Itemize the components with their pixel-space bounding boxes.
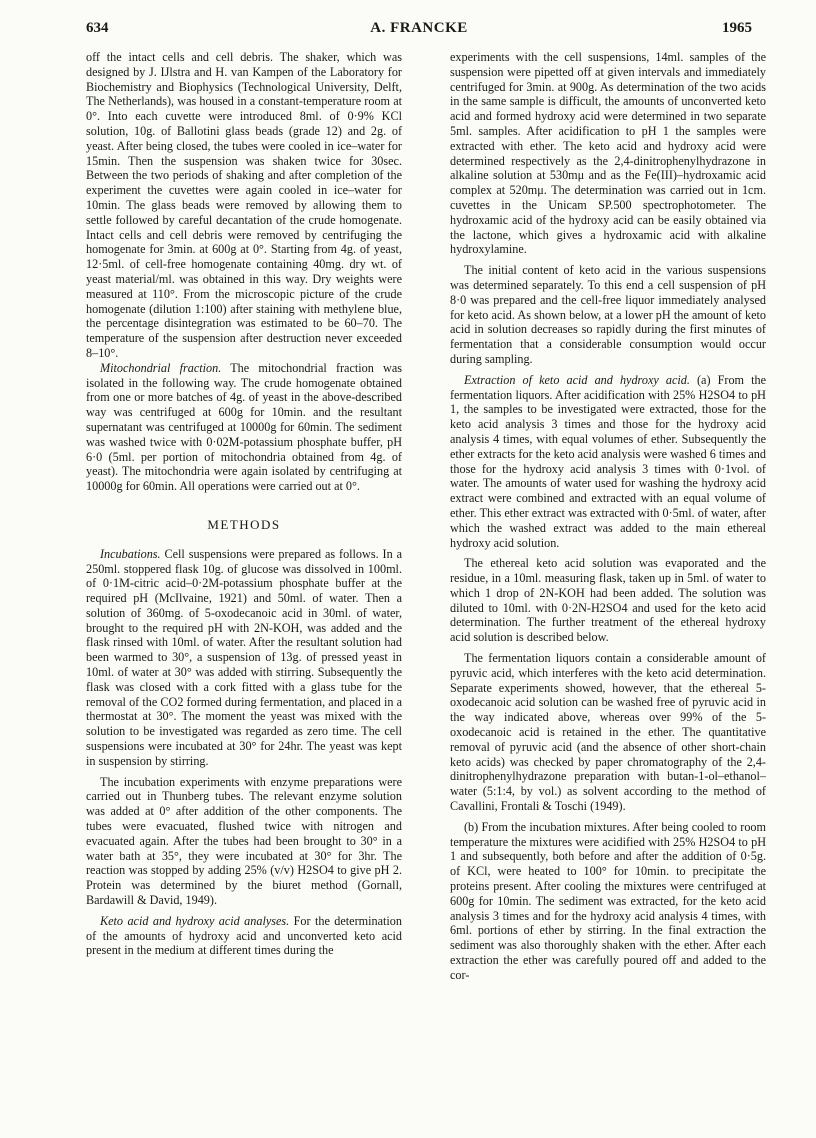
right-column bbox=[450, 50, 766, 983]
analyses-text: For the determination of the amounts of hydroxy acid and unconverted keto acid present in the medium at different times during the bbox=[86, 913, 402, 958]
paragraph-pyruvic: The fermentation liquors contain a considerable amount of pyruvic acid, which interferes with the keto acid determination. Separate experiments showed, however, that the ethereal 5-oxodecanoic acid solution can be washed free of pyruvic acid in the way indicated above, whereas over 99% of the 5-oxodecanoic acid is retained in the ether. The quantitative removal of pyruvic acid (and the absence of other short-chain keto acids) was checked by paper chromatography of the 2,4-dinitrophenylhydrazone preparation with butan-1-ol–ethanol–water (5:1:4, by vol.) as solvent according to the method of Cavallini, Frontali & Toschi (1949). bbox=[450, 651, 766, 814]
paragraph-incubations bbox=[86, 547, 402, 769]
extraction-text: (a) From the fermentation liquors. After acidification with 25% H2SO4 to pH 1, the samples to be investigated were extracted, those for the keto acid analysis 3 times and those for the hydroxy acid analysis 4 times, with equal volumes of ether. Subsequently the ether extracts for the keto acid analysis were washed 6 times and those for the hydroxy acid analysis 3 times with 0·1vol. of water. The amounts of water used for washing the hydroxy acid extract were combined and extracted with an equal volume of ether. This ether extract was extracted with 0·5ml. of water, after which the washed extract was added to the main ethereal hydroxy acid solution. bbox=[450, 372, 766, 550]
left-column bbox=[86, 50, 402, 958]
author-title: A. FRANCKE bbox=[370, 20, 468, 36]
year: 1965 bbox=[722, 20, 752, 36]
paragraph-incubation-mixtures: (b) From the incubation mixtures. After being cooled to room temperature the mixtures were acidified with 25% H2SO4 to pH 1 and subsequently, both before and after the addition of 0·5g. of KCl, were heated to 100° for 10min. to precipitate the proteins present. After cooling the mixtures were centrifuged at 600g for 10min. The sediment was extracted, for the keto acid analysis 3 times and for the hydroxy acid analysis 4 times, with 6ml. portions of ether by stirring. In the final extraction the sediment was also thoroughly shaken with the ether. After each extraction the ether was carefully poured off and added to the cor- bbox=[450, 819, 766, 982]
paragraph-analyses bbox=[86, 914, 402, 958]
paragraph-shaker: off the intact cells and cell debris. The shaker, which was designed by J. IJlstra and H. van Kampen of the Laboratory for Biochemistry and Biophysics (Technological University, Delft, The Netherlands), was housed in a constant-temperature room at 0°. Into each cuvette were introduced 8ml. of 0·9% KCl solution, 10g. of Ballotini glass beads (grade 12) and 2g. of yeast. After being closed, the tubes were cooled in ice–water for 15min. Then the suspension was shaken twice for 30sec. Between the two periods of shaking and after completion of the experiment the cuvettes were again cooled in ice–water for 10min. The glass beads were removed by allowing them to settle followed by careful decantation of the crude homogenate. Intact cells and cell debris were removed by centrifuging the homogenate for 3min. at 600g at 0°. Starting from 4g. of yeast, 12·5ml. of cell-free homogenate containing 40mg. dry wt. of yeast material/ml. was obtained in this way. Dry weights were measured at 110°. From the microscopic picture of the crude homogenate (dilution 1:100) after staining with methylene blue, the percentage disintegration was estimated to be 60–70. The temperature of the suspension after destruction never exceeded 8–10°. bbox=[86, 50, 402, 360]
paragraph-thunberg: The incubation experiments with enzyme preparations were carried out in Thunberg tubes. The relevant enzyme solution was added at 0° after addition of the other components. The tubes were evacuated, flushed twice with nitrogen and evacuated again. After the tubes had been brought to 30° in a water bath at 35°, they were incubated at 30° for 3hr. The reaction was stopped by adding 25% (v/v) H2SO4 to give pH 2. Protein was determined by the biuret method (Gornall, Bardawill & David, 1949). bbox=[86, 774, 402, 908]
running-header bbox=[86, 20, 752, 40]
incubations-label: Incubations. bbox=[100, 546, 161, 561]
incubations-text: Cell suspensions were prepared as follows. In a 250ml. stoppered flask 10g. of glucose was dissolved in 100ml. of 0·1M-citric acid–0·2M-potassium phosphate buffer at the required pH (McIlvaine, 1921) and 50ml. of water. Then a solution of 360mg. of 5-oxodecanoic acid in 30ml. of water, brought to the required pH with 2N-KOH, was added and the flask rinsed with 10ml. of water. After the resultant solution had been warmed to 30°, a suspension of 13g. of pressed yeast in 10ml. of water at 30° was added with stirring. Subsequently the flask was closed with a cork fitted with a glass tube for the removal of the CO2 formed during fermentation, and placed in a thermostat at 30°. The moment the yeast was mixed with the solution to be investigated was regarded as zero time. The cell suspensions were incubated at 30° for 24hr. The yeast was kept in suspension by stirring. bbox=[86, 546, 402, 768]
paragraph-sampling: experiments with the cell suspensions, 14ml. samples of the suspension were pipetted off at given intervals and immediately centrifuged for 3min. at 900g. As determination of the two acids in the same sample is difficult, the amounts of unconverted keto acid and formed hydroxy acid were determined in two separate 5ml. samples. After acidification to pH 1 the samples were extracted with ether. The keto acid and hydroxy acid were determined respectively as the 2,4-dinitrophenylhydrazone in alkaline solution at 530mμ and as the Fe(III)–hydroxamic acid complex at 520mμ. The determination was carried out in 1cm. cuvettes in the Unicam SP.500 spectrophotometer. The hydroxamic acid of the hydroxy acid can be easily obtained via the lactone, which gives a hydroxamic acid with alkaline hydroxylamine. bbox=[450, 50, 766, 257]
mitochondrial-fraction-label: Mitochondrial fraction. bbox=[100, 360, 222, 375]
paragraph-initial-content: The initial content of keto acid in the various suspensions was determined separately. To this end a cell suspension of pH 8·0 was prepared and the cell-free liquor immediately analysed for keto acid. As shown below, at a lower pH the amount of keto acid in solution decreases so rapidly during the first minutes of fermentation that a considerable consumption would occur during sampling. bbox=[450, 263, 766, 366]
mitochondrial-fraction-text: The mitochondrial fraction was isolated in the following way. The crude homogenate obtained from one or more batches of 4g. of yeast in the above-described way was centrifuged at 600g for 10min. and the resultant supernatant was centrifuged at 10000g for 60min. The sediment was washed twice with 0·02M-potassium phosphate buffer, pH 6·0 (5ml. per portion of mitochondria obtained from 4g. of yeast). The mitochondria were again isolated by centrifuging at 10000g for 60min. All operations were carried out at 0°. bbox=[86, 360, 402, 494]
paragraph-evaporation: The ethereal keto acid solution was evaporated and the residue, in a 10ml. measuring flask, taken up in 5ml. of water to which 1 drop of 2N-KOH had been added. The solution was diluted to 10ml. with 0·2N-H2SO4 and used for the keto acid determination. The further treatment of the ethereal hydroxy acid solution is described below. bbox=[450, 556, 766, 645]
analyses-label: Keto acid and hydroxy acid analyses. bbox=[100, 913, 290, 928]
paragraph-mitochondrial-fraction bbox=[86, 361, 402, 494]
extraction-label: Extraction of keto acid and hydroxy acid. bbox=[464, 372, 690, 387]
page-number: 634 bbox=[86, 20, 109, 36]
paragraph-extraction bbox=[450, 373, 766, 551]
section-heading-methods: METHODS bbox=[207, 516, 281, 532]
